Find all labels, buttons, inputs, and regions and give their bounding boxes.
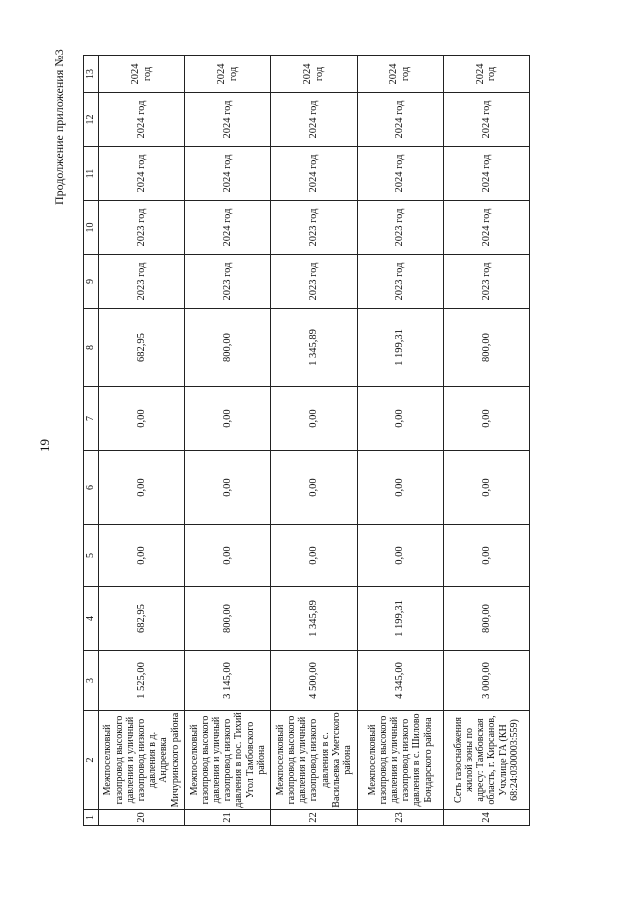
cell-c7: 0,00 [185,387,271,451]
cell-c11: 2024 год [443,147,529,201]
cell-c5: 0,00 [357,525,443,587]
cell-c12: 2024 год [357,93,443,147]
cell-c5: 0,00 [271,525,357,587]
cell-c5: 0,00 [185,525,271,587]
cell-c10: 2024 год [443,201,529,255]
cell-c3: 3 145,00 [185,651,271,711]
cell-c7: 0,00 [99,387,185,451]
continuation-label: Продолжение приложения №3 [52,49,66,205]
table-row [185,56,271,826]
cell-c5: 0,00 [99,525,185,587]
cell-c6: 0,00 [99,451,185,525]
cell-c6: 0,00 [185,451,271,525]
cell-num: 22 [271,810,357,826]
cell-c10: 2023 год [357,201,443,255]
cell-c7: 0,00 [357,387,443,451]
col-header-13: 13 [84,56,99,93]
cell-c4: 1 345,89 [271,587,357,651]
cell-c9: 2023 год [185,255,271,309]
col-header-9: 9 [84,255,99,309]
cell-c13: 2024 год [443,56,529,93]
cell-name: Межпоселковый газопровод высокого давления и уличный газопровод низкого давления в пос. Тихий Угол Тамбовского района [185,711,271,810]
cell-c13: 2024 год [185,56,271,93]
cell-c8: 800,00 [443,309,529,387]
col-header-6: 6 [84,451,99,525]
page-number: 19 [37,439,52,452]
cell-c12: 2024 год [185,93,271,147]
cell-name: Межпоселковый газопровод высокого давления и уличный газопровод низкого давления в с. Васильевка Уметского района [271,711,357,810]
cell-c13: 2024 год [99,56,185,93]
table-row [271,56,357,826]
table-row [357,56,443,826]
cell-c12: 2024 год [271,93,357,147]
cell-c5: 0,00 [443,525,529,587]
cell-c4: 800,00 [185,587,271,651]
cell-c10: 2023 год [99,201,185,255]
col-header-12: 12 [84,93,99,147]
col-header-11: 11 [84,147,99,201]
table-row [99,56,185,826]
cell-c4: 800,00 [443,587,529,651]
cell-c13: 2024 год [357,56,443,93]
cell-c8: 682,95 [99,309,185,387]
cell-name: Межпоселковый газопровод высокого давления и уличный газопровод низкого давления в с. Шилово Бондарского района [357,711,443,810]
cell-num: 21 [185,810,271,826]
cell-c9: 2023 год [443,255,529,309]
cell-c11: 2024 год [185,147,271,201]
cell-c3: 4 345,00 [357,651,443,711]
cell-c8: 1 199,31 [357,309,443,387]
cell-num: 24 [443,810,529,826]
cell-c7: 0,00 [271,387,357,451]
col-header-8: 8 [84,309,99,387]
investment-table [83,55,530,826]
cell-c4: 1 199,31 [357,587,443,651]
cell-name: Межпоселковый газопровод высокого давления и уличный газопровод низкого давления в д. Андреевка Мичуринского района [99,711,185,810]
cell-c11: 2024 год [357,147,443,201]
cell-c10: 2023 год [271,201,357,255]
cell-c6: 0,00 [357,451,443,525]
cell-c8: 1 345,89 [271,309,357,387]
cell-c6: 0,00 [271,451,357,525]
col-header-1: 1 [84,810,99,826]
cell-c3: 4 500,00 [271,651,357,711]
cell-c12: 2024 год [443,93,529,147]
cell-c6: 0,00 [443,451,529,525]
cell-c10: 2024 год [185,201,271,255]
header-row [84,56,99,826]
cell-num: 20 [99,810,185,826]
cell-c11: 2024 год [271,147,357,201]
cell-c7: 0,00 [443,387,529,451]
cell-c9: 2023 год [271,255,357,309]
cell-num: 23 [357,810,443,826]
cell-c13: 2024 год [271,56,357,93]
cell-c9: 2023 год [357,255,443,309]
table-row [443,56,529,826]
rotated-table-sheet [83,56,530,826]
cell-c11: 2024 год [99,147,185,201]
col-header-4: 4 [84,587,99,651]
cell-c9: 2023 год [99,255,185,309]
cell-c3: 1 525,00 [99,651,185,711]
cell-c3: 3 000,00 [443,651,529,711]
col-header-7: 7 [84,387,99,451]
cell-name: Сеть газоснабжения жилой зоны по адресу: Тамбовская область, г. Кирсанов, Учхлице ГА (КН 68:24:0300003:559) [443,711,529,810]
cell-c8: 800,00 [185,309,271,387]
col-header-5: 5 [84,525,99,587]
cell-c4: 682,95 [99,587,185,651]
col-header-2: 2 [84,711,99,810]
col-header-3: 3 [84,651,99,711]
cell-c12: 2024 год [99,93,185,147]
col-header-10: 10 [84,201,99,255]
